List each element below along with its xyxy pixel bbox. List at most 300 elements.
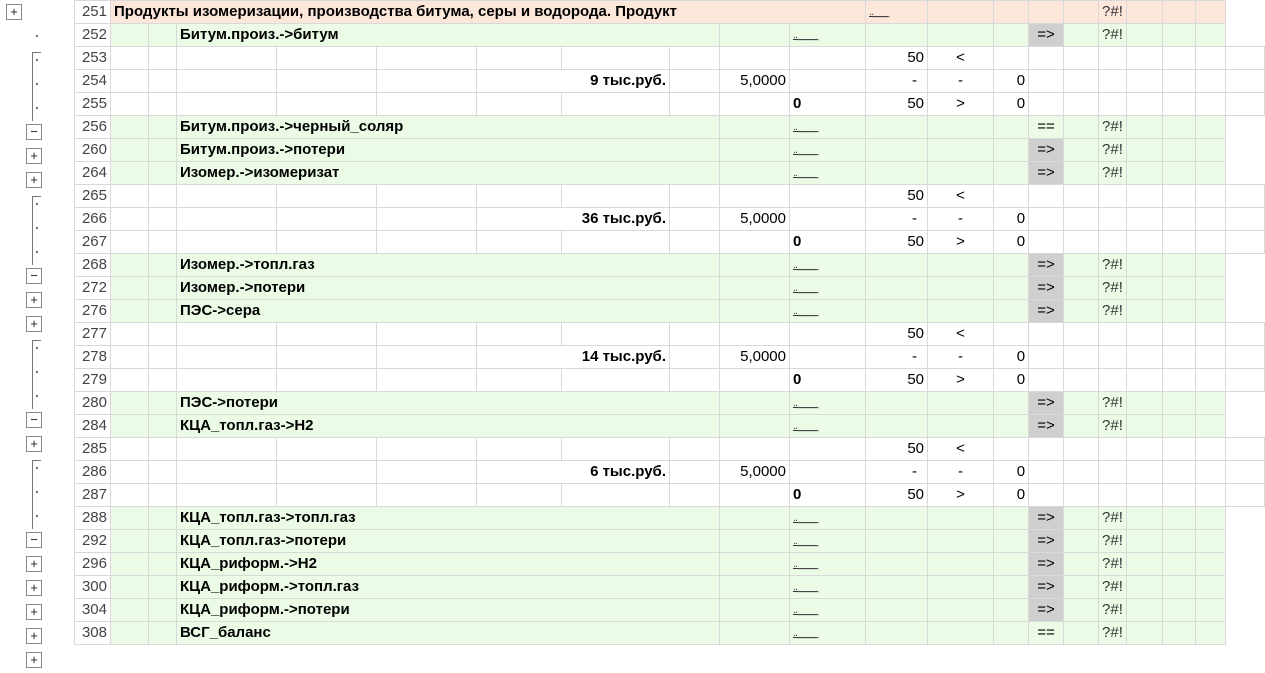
empty-cell[interactable]	[111, 208, 149, 231]
dash-cell[interactable]: -	[866, 461, 928, 484]
limit-value[interactable]: 50	[866, 231, 928, 254]
operator-cell[interactable]: =>	[1029, 530, 1064, 553]
empty-cell[interactable]	[1064, 254, 1099, 277]
empty-cell[interactable]	[1226, 231, 1265, 254]
dropdown-field[interactable]: ..____	[790, 622, 866, 645]
empty-cell[interactable]	[1029, 484, 1064, 507]
empty-cell[interactable]	[377, 438, 477, 461]
empty-cell[interactable]	[720, 576, 790, 599]
empty-cell[interactable]	[1196, 70, 1226, 93]
limit-value[interactable]: 50	[866, 47, 928, 70]
empty-cell[interactable]	[1163, 323, 1196, 346]
expand-group-icon[interactable]: +	[26, 628, 42, 644]
dropdown-field[interactable]: ..____	[790, 254, 866, 277]
empty-cell[interactable]	[1163, 438, 1196, 461]
operator-cell[interactable]: =>	[1029, 553, 1064, 576]
empty-cell[interactable]	[477, 438, 562, 461]
empty-cell[interactable]	[149, 599, 177, 622]
operator-cell[interactable]: =>	[1029, 162, 1064, 185]
empty-cell[interactable]	[1163, 599, 1196, 622]
empty-cell[interactable]	[928, 116, 994, 139]
empty-cell[interactable]	[1127, 277, 1163, 300]
empty-cell[interactable]	[1196, 599, 1226, 622]
empty-cell[interactable]	[277, 323, 377, 346]
empty-cell[interactable]	[1163, 254, 1196, 277]
empty-cell[interactable]	[1127, 300, 1163, 323]
empty-cell[interactable]	[1163, 415, 1196, 438]
dash-cell[interactable]: -	[928, 461, 994, 484]
operator-cell[interactable]: =>	[1029, 576, 1064, 599]
empty-cell[interactable]	[720, 323, 790, 346]
empty-cell[interactable]	[1127, 1, 1163, 24]
empty-cell[interactable]	[720, 507, 790, 530]
flow-name[interactable]: ВСГ_баланс	[177, 622, 720, 645]
result-value[interactable]: 0	[994, 93, 1029, 116]
empty-cell[interactable]	[1099, 185, 1127, 208]
empty-cell[interactable]	[111, 254, 149, 277]
limit-value[interactable]: 50	[866, 438, 928, 461]
empty-cell[interactable]	[177, 369, 277, 392]
empty-cell[interactable]	[149, 277, 177, 300]
empty-cell[interactable]	[1127, 93, 1163, 116]
result-value[interactable]: 0	[994, 70, 1029, 93]
empty-cell[interactable]	[562, 323, 670, 346]
empty-cell[interactable]	[1099, 93, 1127, 116]
empty-cell[interactable]	[377, 346, 477, 369]
empty-cell[interactable]	[720, 231, 790, 254]
empty-cell[interactable]	[866, 392, 928, 415]
empty-cell[interactable]	[1163, 47, 1196, 70]
operator-cell[interactable]: <	[928, 47, 994, 70]
empty-cell[interactable]	[1196, 300, 1226, 323]
empty-cell[interactable]	[149, 185, 177, 208]
empty-cell[interactable]	[720, 415, 790, 438]
empty-cell[interactable]	[1127, 392, 1163, 415]
empty-cell[interactable]	[1196, 1, 1226, 24]
empty-cell[interactable]	[1064, 553, 1099, 576]
empty-cell[interactable]	[1127, 139, 1163, 162]
empty-cell[interactable]	[1064, 530, 1099, 553]
empty-cell[interactable]	[670, 70, 720, 93]
empty-cell[interactable]	[111, 622, 149, 645]
dash-cell[interactable]: -	[866, 208, 928, 231]
empty-cell[interactable]	[277, 231, 377, 254]
empty-cell[interactable]	[177, 323, 277, 346]
operator-cell[interactable]: >	[928, 93, 994, 116]
empty-cell[interactable]	[1196, 415, 1226, 438]
flow-name[interactable]: Битум.произ.->черный_соляр	[177, 116, 720, 139]
empty-cell[interactable]	[149, 530, 177, 553]
empty-cell[interactable]	[1196, 461, 1226, 484]
empty-cell[interactable]	[1163, 185, 1196, 208]
empty-cell[interactable]	[111, 231, 149, 254]
empty-cell[interactable]	[1163, 507, 1196, 530]
operator-cell[interactable]: >	[928, 484, 994, 507]
expand-group-icon[interactable]: +	[26, 580, 42, 596]
operator-cell[interactable]: <	[928, 438, 994, 461]
empty-cell[interactable]	[1226, 93, 1265, 116]
empty-cell[interactable]	[1196, 254, 1226, 277]
dropdown-field[interactable]: ..____	[790, 553, 866, 576]
empty-cell[interactable]	[994, 599, 1029, 622]
empty-cell[interactable]	[1029, 47, 1064, 70]
empty-cell[interactable]	[720, 277, 790, 300]
empty-cell[interactable]	[994, 553, 1029, 576]
operator-cell[interactable]: ==	[1029, 116, 1064, 139]
flow-name[interactable]: Изомер.->изомеризат	[177, 162, 720, 185]
flow-name[interactable]: КЦА_топл.газ->H2	[177, 415, 720, 438]
operator-cell[interactable]: ==	[1029, 622, 1064, 645]
limit-value[interactable]: 50	[866, 185, 928, 208]
empty-cell[interactable]	[149, 162, 177, 185]
empty-cell[interactable]	[994, 392, 1029, 415]
operator-cell[interactable]: =>	[1029, 599, 1064, 622]
empty-cell[interactable]	[1064, 139, 1099, 162]
empty-cell[interactable]	[1029, 346, 1064, 369]
empty-cell[interactable]	[670, 323, 720, 346]
empty-cell[interactable]	[866, 116, 928, 139]
empty-cell[interactable]	[670, 461, 720, 484]
empty-cell[interactable]	[720, 530, 790, 553]
empty-cell[interactable]	[720, 369, 790, 392]
flow-name[interactable]: Битум.произ.->потери	[177, 139, 720, 162]
empty-cell[interactable]	[1064, 1, 1099, 24]
empty-cell[interactable]	[1196, 24, 1226, 47]
empty-cell[interactable]	[1099, 70, 1127, 93]
flow-name[interactable]: КЦА_риформ.->H2	[177, 553, 720, 576]
collapse-group-icon[interactable]: −	[26, 412, 42, 428]
empty-cell[interactable]	[866, 576, 928, 599]
empty-cell[interactable]	[994, 116, 1029, 139]
rate-value[interactable]: 5,0000	[720, 461, 790, 484]
empty-cell[interactable]	[994, 415, 1029, 438]
empty-cell[interactable]	[177, 461, 277, 484]
empty-cell[interactable]	[1064, 599, 1099, 622]
empty-cell[interactable]	[866, 553, 928, 576]
result-value[interactable]: 0	[994, 369, 1029, 392]
empty-cell[interactable]	[177, 70, 277, 93]
empty-cell[interactable]	[277, 369, 377, 392]
empty-cell[interactable]	[866, 507, 928, 530]
operator-cell[interactable]: =>	[1029, 392, 1064, 415]
empty-cell[interactable]	[377, 231, 477, 254]
empty-cell[interactable]	[1064, 323, 1099, 346]
empty-cell[interactable]	[1226, 47, 1265, 70]
empty-cell[interactable]	[866, 622, 928, 645]
empty-cell[interactable]	[1029, 369, 1064, 392]
empty-cell[interactable]	[477, 484, 562, 507]
empty-cell[interactable]	[720, 24, 790, 47]
empty-cell[interactable]	[720, 599, 790, 622]
empty-cell[interactable]	[111, 116, 149, 139]
empty-cell[interactable]	[1163, 139, 1196, 162]
empty-cell[interactable]	[149, 231, 177, 254]
operator-cell[interactable]: >	[928, 369, 994, 392]
empty-cell[interactable]	[562, 369, 670, 392]
empty-cell[interactable]	[177, 484, 277, 507]
zero-value[interactable]: 0	[790, 484, 866, 507]
empty-cell[interactable]	[149, 323, 177, 346]
dropdown-field[interactable]: ..____	[790, 139, 866, 162]
empty-cell[interactable]	[1064, 231, 1099, 254]
empty-cell[interactable]	[994, 162, 1029, 185]
empty-cell[interactable]	[277, 461, 377, 484]
empty-cell[interactable]	[277, 484, 377, 507]
empty-cell[interactable]	[1064, 277, 1099, 300]
empty-cell[interactable]	[720, 254, 790, 277]
empty-cell[interactable]	[994, 185, 1029, 208]
empty-cell[interactable]	[720, 47, 790, 70]
empty-cell[interactable]	[720, 93, 790, 116]
empty-cell[interactable]	[1064, 300, 1099, 323]
dash-cell[interactable]: -	[928, 70, 994, 93]
empty-cell[interactable]	[111, 507, 149, 530]
empty-cell[interactable]	[1099, 369, 1127, 392]
empty-cell[interactable]	[111, 530, 149, 553]
empty-cell[interactable]	[1127, 185, 1163, 208]
empty-cell[interactable]	[177, 93, 277, 116]
empty-cell[interactable]	[562, 438, 670, 461]
empty-cell[interactable]	[377, 93, 477, 116]
empty-cell[interactable]	[1163, 392, 1196, 415]
zero-value[interactable]: 0	[790, 231, 866, 254]
empty-cell[interactable]	[1196, 576, 1226, 599]
empty-cell[interactable]	[111, 576, 149, 599]
empty-cell[interactable]	[994, 254, 1029, 277]
empty-cell[interactable]	[1196, 185, 1226, 208]
dropdown-field[interactable]: ..____	[790, 576, 866, 599]
operator-cell[interactable]: =>	[1029, 300, 1064, 323]
expand-group-icon[interactable]: +	[26, 604, 42, 620]
empty-cell[interactable]	[149, 415, 177, 438]
empty-cell[interactable]	[111, 346, 149, 369]
empty-cell[interactable]	[1163, 162, 1196, 185]
empty-cell[interactable]	[149, 346, 177, 369]
empty-cell[interactable]	[670, 47, 720, 70]
empty-cell[interactable]	[790, 323, 866, 346]
rate-value[interactable]: 5,0000	[720, 346, 790, 369]
empty-cell[interactable]	[477, 93, 562, 116]
empty-cell[interactable]	[111, 461, 149, 484]
empty-cell[interactable]	[1064, 369, 1099, 392]
empty-cell[interactable]	[1163, 93, 1196, 116]
empty-cell[interactable]	[866, 162, 928, 185]
empty-cell[interactable]	[994, 530, 1029, 553]
empty-cell[interactable]	[562, 47, 670, 70]
empty-cell[interactable]	[1029, 461, 1064, 484]
empty-cell[interactable]	[1196, 116, 1226, 139]
empty-cell[interactable]	[111, 415, 149, 438]
empty-cell[interactable]	[149, 139, 177, 162]
empty-cell[interactable]	[1099, 346, 1127, 369]
flow-name[interactable]: Изомер.->топл.газ	[177, 254, 720, 277]
empty-cell[interactable]	[670, 369, 720, 392]
empty-cell[interactable]	[1099, 47, 1127, 70]
operator-cell[interactable]: =>	[1029, 507, 1064, 530]
empty-cell[interactable]	[149, 484, 177, 507]
limit-value[interactable]: 50	[866, 484, 928, 507]
empty-cell[interactable]	[866, 599, 928, 622]
empty-cell[interactable]	[111, 277, 149, 300]
empty-cell[interactable]	[177, 438, 277, 461]
empty-cell[interactable]	[1196, 507, 1226, 530]
empty-cell[interactable]	[149, 369, 177, 392]
empty-cell[interactable]	[562, 93, 670, 116]
empty-cell[interactable]	[720, 300, 790, 323]
empty-cell[interactable]	[1196, 346, 1226, 369]
empty-cell[interactable]	[928, 415, 994, 438]
result-value[interactable]: 0	[994, 208, 1029, 231]
operator-cell[interactable]: =>	[1029, 139, 1064, 162]
empty-cell[interactable]	[928, 254, 994, 277]
empty-cell[interactable]	[790, 208, 866, 231]
empty-cell[interactable]	[1029, 231, 1064, 254]
empty-cell[interactable]	[377, 484, 477, 507]
empty-cell[interactable]	[720, 438, 790, 461]
empty-cell[interactable]	[149, 300, 177, 323]
empty-cell[interactable]	[111, 599, 149, 622]
expand-group-icon[interactable]: +	[26, 172, 42, 188]
empty-cell[interactable]	[670, 208, 720, 231]
empty-cell[interactable]	[1064, 622, 1099, 645]
empty-cell[interactable]	[994, 1, 1029, 24]
flow-name[interactable]: КЦА_топл.газ->топл.газ	[177, 507, 720, 530]
empty-cell[interactable]	[277, 346, 377, 369]
operator-cell[interactable]: =>	[1029, 254, 1064, 277]
empty-cell[interactable]	[1163, 622, 1196, 645]
empty-cell[interactable]	[562, 484, 670, 507]
empty-cell[interactable]	[928, 300, 994, 323]
empty-cell[interactable]	[1064, 576, 1099, 599]
empty-cell[interactable]	[1196, 323, 1226, 346]
expand-group-icon[interactable]: +	[26, 652, 42, 668]
empty-cell[interactable]	[177, 346, 277, 369]
empty-cell[interactable]	[1127, 507, 1163, 530]
zero-value[interactable]: 0	[790, 369, 866, 392]
empty-cell[interactable]	[1127, 530, 1163, 553]
empty-cell[interactable]	[928, 530, 994, 553]
dropdown-field[interactable]: ..____	[790, 300, 866, 323]
empty-cell[interactable]	[1127, 553, 1163, 576]
empty-cell[interactable]	[177, 208, 277, 231]
empty-cell[interactable]	[1163, 300, 1196, 323]
empty-cell[interactable]	[720, 553, 790, 576]
empty-cell[interactable]	[928, 599, 994, 622]
collapse-group-icon[interactable]: −	[26, 532, 42, 548]
dropdown-field[interactable]: ..____	[790, 392, 866, 415]
dropdown-field[interactable]: ..____	[790, 116, 866, 139]
empty-cell[interactable]	[1226, 484, 1265, 507]
empty-cell[interactable]	[277, 185, 377, 208]
empty-cell[interactable]	[720, 185, 790, 208]
empty-cell[interactable]	[1163, 1, 1196, 24]
empty-cell[interactable]	[1099, 323, 1127, 346]
empty-cell[interactable]	[149, 553, 177, 576]
empty-cell[interactable]	[994, 47, 1029, 70]
flow-name[interactable]: Битум.произ.->битум	[177, 24, 720, 47]
expand-group-icon[interactable]: +	[6, 4, 22, 20]
empty-cell[interactable]	[928, 139, 994, 162]
empty-cell[interactable]	[670, 231, 720, 254]
empty-cell[interactable]	[277, 93, 377, 116]
empty-cell[interactable]	[111, 24, 149, 47]
empty-cell[interactable]	[149, 93, 177, 116]
empty-cell[interactable]	[562, 185, 670, 208]
empty-cell[interactable]	[177, 231, 277, 254]
empty-cell[interactable]	[928, 553, 994, 576]
empty-cell[interactable]	[720, 392, 790, 415]
empty-cell[interactable]	[720, 622, 790, 645]
empty-cell[interactable]	[790, 70, 866, 93]
empty-cell[interactable]	[377, 208, 477, 231]
empty-cell[interactable]	[1064, 116, 1099, 139]
dropdown-field[interactable]: ..____	[790, 24, 866, 47]
expand-group-icon[interactable]: +	[26, 148, 42, 164]
empty-cell[interactable]	[149, 47, 177, 70]
result-value[interactable]: 0	[994, 346, 1029, 369]
empty-cell[interactable]	[994, 24, 1029, 47]
empty-cell[interactable]	[1196, 438, 1226, 461]
empty-cell[interactable]	[1127, 24, 1163, 47]
dropdown-field[interactable]: ..___	[866, 1, 928, 24]
empty-cell[interactable]	[720, 139, 790, 162]
empty-cell[interactable]	[111, 139, 149, 162]
empty-cell[interactable]	[111, 93, 149, 116]
empty-cell[interactable]	[377, 185, 477, 208]
empty-cell[interactable]	[111, 162, 149, 185]
empty-cell[interactable]	[111, 369, 149, 392]
empty-cell[interactable]	[149, 116, 177, 139]
limit-value[interactable]: 50	[866, 323, 928, 346]
empty-cell[interactable]	[720, 484, 790, 507]
zero-value[interactable]: 0	[790, 93, 866, 116]
empty-cell[interactable]	[928, 1, 994, 24]
empty-cell[interactable]	[1196, 622, 1226, 645]
empty-cell[interactable]	[111, 323, 149, 346]
empty-cell[interactable]	[994, 300, 1029, 323]
empty-cell[interactable]	[1127, 415, 1163, 438]
empty-cell[interactable]	[928, 392, 994, 415]
empty-cell[interactable]	[277, 438, 377, 461]
dropdown-field[interactable]: ..____	[790, 277, 866, 300]
empty-cell[interactable]	[1127, 116, 1163, 139]
empty-cell[interactable]	[149, 24, 177, 47]
empty-cell[interactable]	[1127, 254, 1163, 277]
operator-cell[interactable]: =>	[1029, 277, 1064, 300]
empty-cell[interactable]	[1029, 323, 1064, 346]
flow-name[interactable]: ПЭС->потери	[177, 392, 720, 415]
empty-cell[interactable]	[1127, 622, 1163, 645]
empty-cell[interactable]	[866, 530, 928, 553]
empty-cell[interactable]	[1064, 208, 1099, 231]
dropdown-field[interactable]: ..____	[790, 415, 866, 438]
rate-value[interactable]: 5,0000	[720, 70, 790, 93]
empty-cell[interactable]	[1127, 484, 1163, 507]
empty-cell[interactable]	[149, 392, 177, 415]
empty-cell[interactable]	[477, 231, 562, 254]
empty-cell[interactable]	[1226, 323, 1265, 346]
dropdown-field[interactable]: ..____	[790, 507, 866, 530]
empty-cell[interactable]	[562, 231, 670, 254]
expand-group-icon[interactable]: +	[26, 556, 42, 572]
empty-cell[interactable]	[111, 70, 149, 93]
empty-cell[interactable]	[377, 369, 477, 392]
operator-cell[interactable]: >	[928, 231, 994, 254]
expand-group-icon[interactable]: +	[26, 436, 42, 452]
empty-cell[interactable]	[790, 438, 866, 461]
empty-cell[interactable]	[790, 461, 866, 484]
empty-cell[interactable]	[720, 116, 790, 139]
